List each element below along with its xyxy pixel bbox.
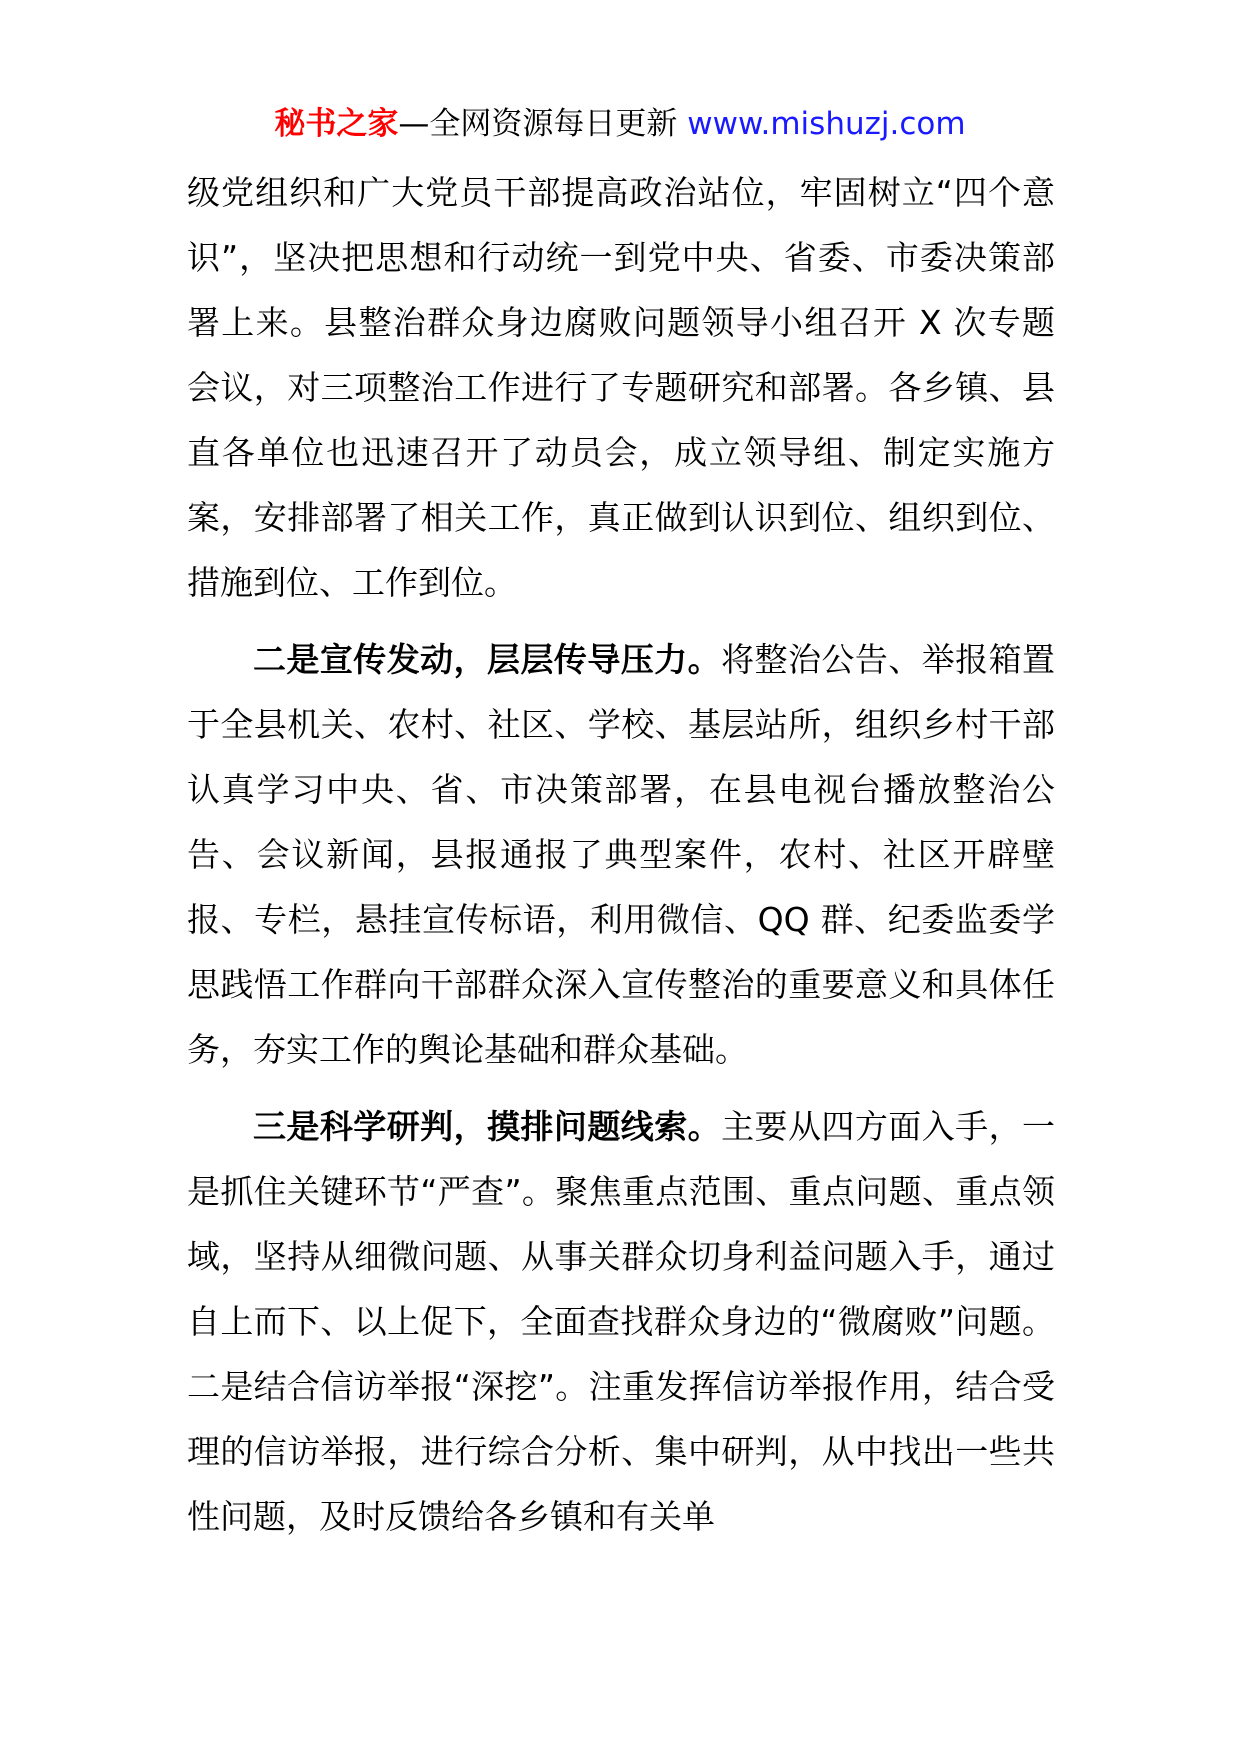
- paragraph-2: [187, 627, 1055, 1082]
- site-url-link[interactable]: www.mishuzj.com: [687, 106, 966, 142]
- paragraph-1: 级党组织和广大党员干部提高政治站位，牢固树立“四个意识”，坚决把思想和行动统一到党中央、省委、市委决策部署上来。县整治群众身边腐败问题领导小组召开 X 次专题会议，对三项整治工作进行了专题研究和部署。各乡镇、县直各单位也迅速召开了动员会，成立领导组、制定实施方案，安排部署了相关工作，真正做到认识到位、组织到位、措施到位、工作到位。: [187, 173, 1055, 602]
- page-header: [0, 100, 1240, 148]
- paragraph-3: [187, 1094, 1055, 1549]
- brand-name: 秘书之家: [274, 106, 399, 142]
- paragraph-3-heading: 三是科学研判，摸排问题线索。: [253, 1107, 722, 1146]
- paragraph-2-heading: 二是宣传发动，层层传导压力。: [253, 640, 722, 679]
- paragraph-2-text: 将整治公告、举报箱置于全县机关、农村、社区、学校、基层站所，组织乡村干部认真学习中央、省、市决策部署，在县电视台播放整治公告、会议新闻，县报通报了典型案件，农村、社区开辟壁报、专栏，悬挂宣传标语，利用微信、QQ 群、纪委监委学思践悟工作群向干部群众深入宣传整治的重要意义和具体任务，夯实工作的舆论基础和群众基础。: [187, 640, 1056, 1069]
- document-body: [187, 160, 1055, 1549]
- paragraph-3-text: 主要从四方面入手，一是抓住关键环节“严查”。聚焦重点范围、重点问题、重点领域，坚持从细微问题、从事关群众切身利益问题入手，通过自上而下、以上促下，全面查找群众身边的“微腐败”问题。二是结合信访举报“深挖”。注重发挥信访举报作用，结合受理的信访举报，进行综合分析、集中研判，从中找出一些共性问题，及时反馈给各乡镇和有关单: [187, 1107, 1056, 1536]
- header-slogan: —全网资源每日更新: [398, 106, 678, 142]
